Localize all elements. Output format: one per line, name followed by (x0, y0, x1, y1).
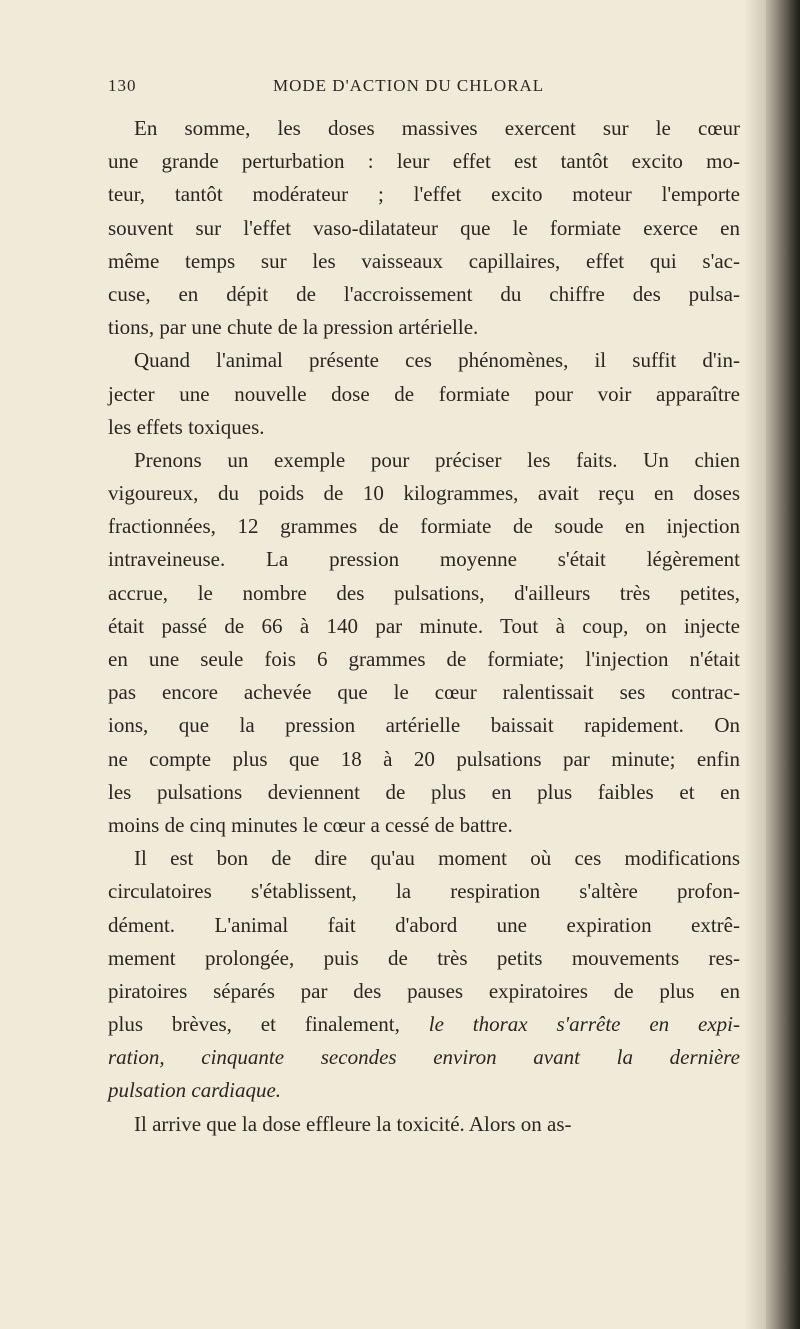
text-line: une grande perturbation : leur effet est tantôt excito mo- (108, 149, 740, 174)
text-line: souvent sur l'effet vaso-dilatateur que le formiate exerce en (108, 215, 740, 240)
text-line: piratoires séparés par des pauses expiratoires de plus en (108, 978, 740, 1003)
text-line: en une seule fois 6 grammes de formiate; l'injection n'était (108, 647, 740, 671)
running-title: MODE D'ACTION DU CHLORAL (273, 76, 545, 95)
text-line: accrue, le nombre des pulsations, d'ailleurs très petites, (108, 580, 740, 605)
text-line: Il arrive que la dose effleure la toxicité. Alors on as- (134, 1111, 572, 1136)
text-line: tions, par une chute de la pression artérielle. (108, 315, 479, 340)
running-header (108, 76, 748, 106)
text-line: était passé de 66 à 140 par minute. Tout à coup, on injecte (108, 613, 740, 638)
text-line: circulatoires s'établissent, la respiration s'altère profon- (108, 879, 740, 904)
text-line: En somme, les doses massives exercent sur le cœur (134, 116, 740, 140)
text-line: fractionnées, 12 grammes de formiate de soude en injection (108, 514, 740, 539)
body-text (108, 112, 740, 1141)
text-line: Prenons un exemple pour préciser les faits. Un chien (134, 447, 740, 472)
page-number: 130 (108, 76, 137, 95)
text-line: ne compte plus que 18 à 20 pulsations par minute; enfin (108, 746, 740, 771)
text-line: mement prolongée, puis de très petits mouvements res- (108, 945, 740, 970)
text-line: même temps sur les vaisseaux capillaires, effet qui s'ac- (108, 248, 740, 273)
text-line: teur, tantôt modérateur ; l'effet excito moteur l'emporte (108, 182, 740, 207)
italic-span: le thorax s'arrête en expi- (428, 1012, 741, 1037)
italic-line: ration, cinquante secondes environ avant la dernière (108, 1045, 740, 1070)
text-span: plus brèves, et finalement, (108, 1012, 400, 1037)
italic-line: pulsation cardiaque. (108, 1078, 282, 1103)
text-line: cuse, en dépit de l'accroissement du chiffre des pulsa- (108, 281, 740, 306)
text-line: les pulsations deviennent de plus en plus faibles et en (108, 779, 740, 804)
text-line-mixed (108, 1008, 740, 1041)
text-line: jecter une nouvelle dose de formiate pour voir apparaître (108, 381, 740, 406)
text-line: dément. L'animal fait d'abord une expiration extrê- (108, 912, 740, 937)
text-line: ions, que la pression artérielle baissait rapidement. On (108, 713, 740, 738)
text-line: intraveineuse. La pression moyenne s'était légèrement (108, 547, 740, 572)
text-line: Quand l'animal présente ces phénomènes, il suffit d'in- (134, 348, 740, 373)
text-line: Il est bon de dire qu'au moment où ces modifications (134, 846, 740, 871)
text-line: moins de cinq minutes le cœur a cessé de battre. (108, 812, 513, 837)
page-edge-shadow (766, 0, 800, 1329)
text-line: les effets toxiques. (108, 414, 265, 439)
text-line: pas encore achevée que le cœur ralentissait ses contrac- (108, 680, 740, 705)
text-line: vigoureux, du poids de 10 kilogrammes, avait reçu en doses (108, 481, 740, 506)
